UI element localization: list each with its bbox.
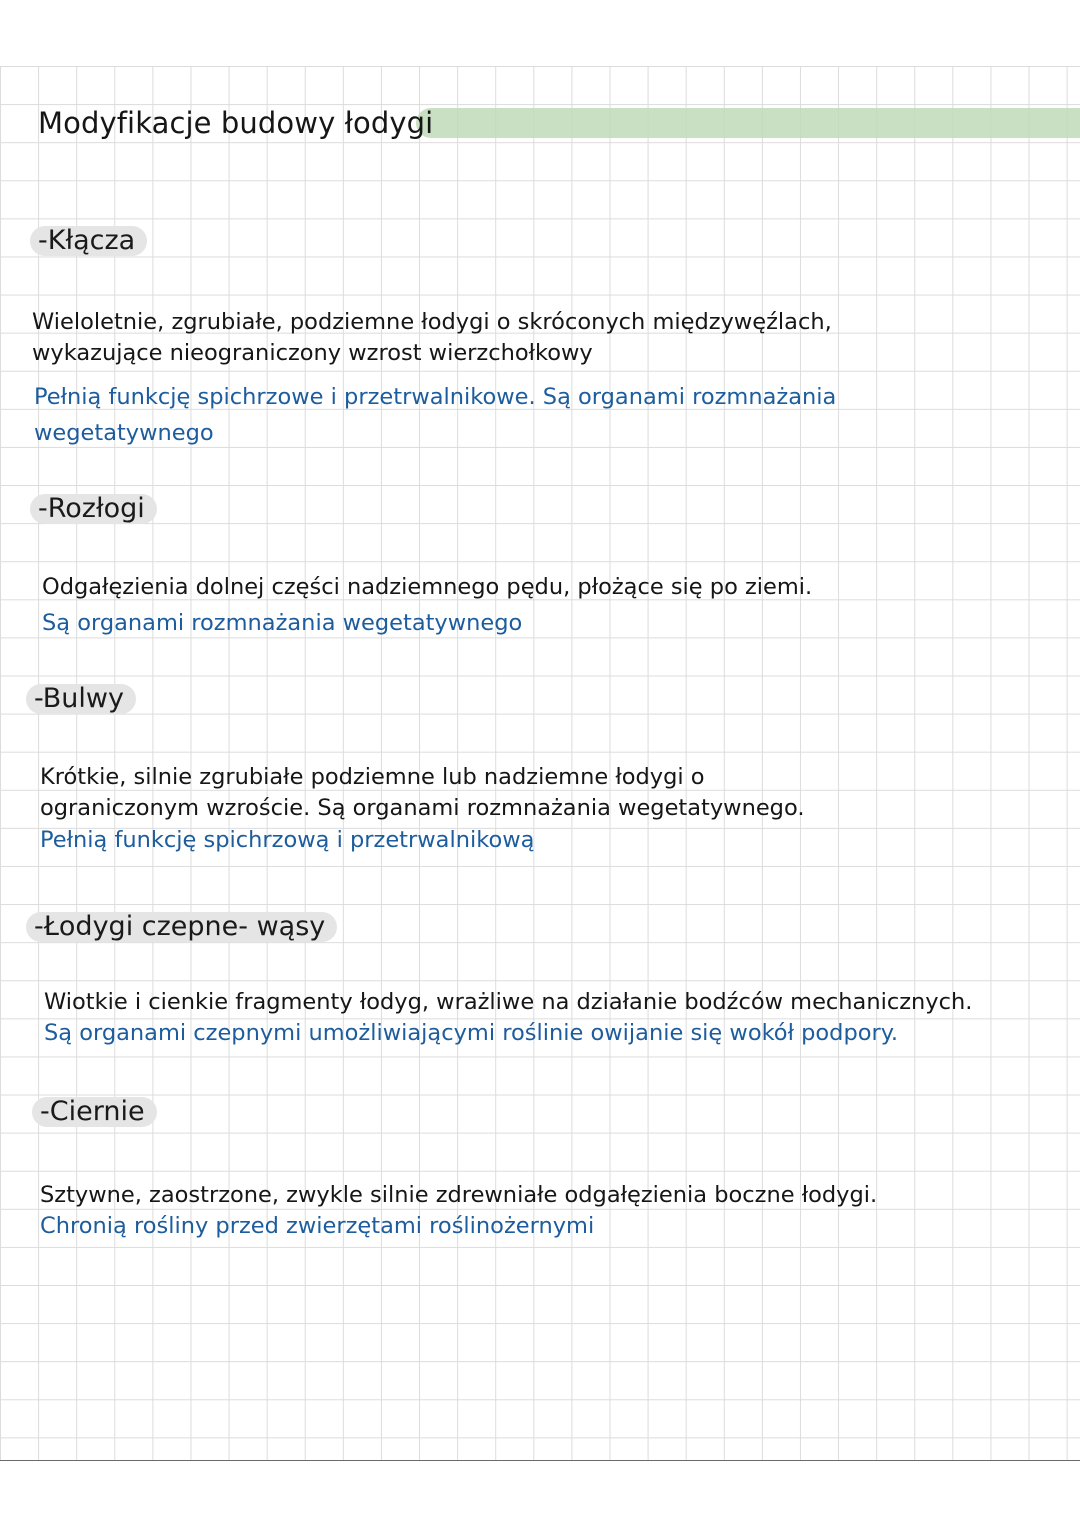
section-lodygi-czepne-blue-line-1: Są organami czepnymi umożliwiającymi roślinie owijanie się wokół podpory. [44,1020,899,1046]
section-heading-rozlogi: -Rozłogi [30,491,157,527]
section-klacza-blue-line-2: wegetatywnego [34,420,214,446]
section-heading-ciernie: -Ciernie [32,1094,157,1130]
section-rozlogi-blue-line-1: Są organami rozmnażania wegetatywnego [42,610,523,636]
section-bulwy-text-line-2: ograniczonym wzroście. Są organami rozmnażania wegetatywnego. [40,795,805,821]
section-rozlogi-text-line-1: Odgałęzienia dolnej części nadziemnego pędu, płożące się po ziemi. [42,574,813,600]
section-lodygi-czepne-text-line-1: Wiotkie i cienkie fragmenty łodyg, wrażliwe na działanie bodźców mechanicznych. [44,989,973,1015]
title-highlight-bar [416,108,1080,138]
section-bulwy-text-line-1: Krótkie, silnie zgrubiałe podziemne lub nadziemne łodygi o [40,764,705,790]
section-klacza-text-line-2: wykazujące nieograniczony wzrost wierzchołkowy [32,340,593,366]
section-klacza-blue-line-1: Pełnią funkcję spichrzowe i przetrwalnikowe. Są organami rozmnażania [34,384,837,410]
section-heading-bulwy: -Bulwy [26,681,136,717]
section-heading-lodygi-czepne: -Łodygi czepne- wąsy [26,909,337,945]
bottom-divider [0,1460,1080,1461]
page-title: Modyfikacje budowy łodygi [38,106,434,140]
section-ciernie-text-line-1: Sztywne, zaostrzone, zwykle silnie zdrewniałe odgałęzienia boczne łodygi. [40,1182,878,1208]
section-heading-klacza: -Kłącza [30,223,147,259]
section-klacza-text-line-1: Wieloletnie, zgrubiałe, podziemne łodygi o skróconych międzywęźlach, [32,309,832,335]
section-ciernie-blue-line-1: Chronią rośliny przed zwierzętami roślinożernymi [40,1213,595,1239]
section-bulwy-blue-line-1: Pełnią funkcję spichrzową i przetrwalnikową [40,827,535,853]
